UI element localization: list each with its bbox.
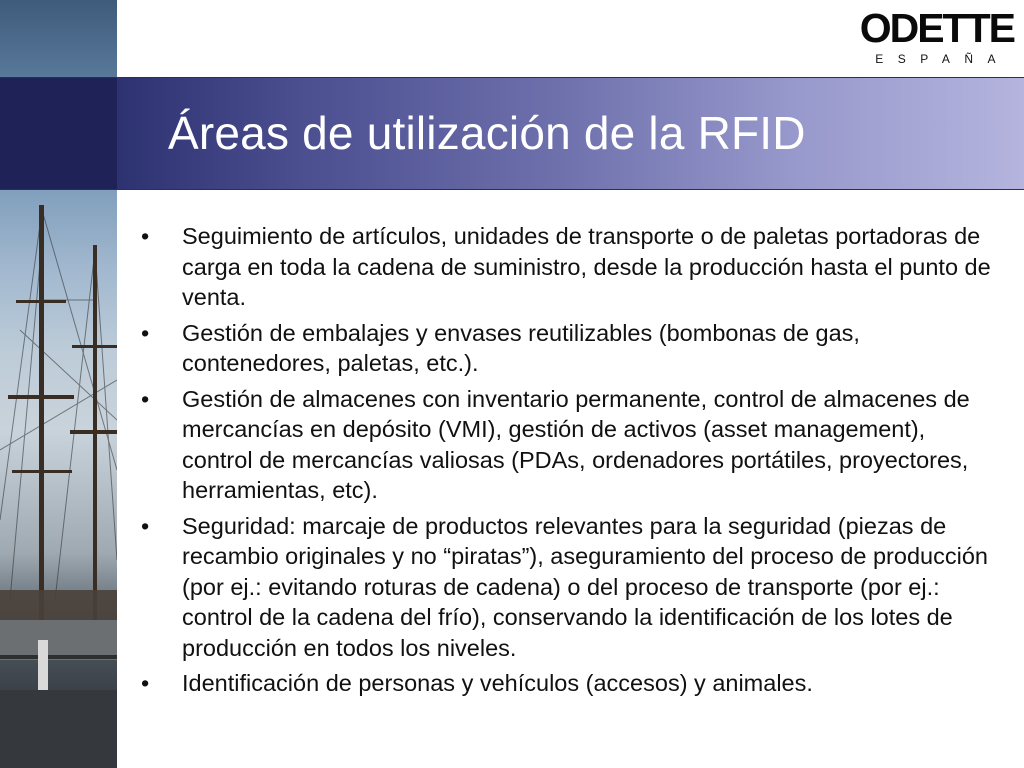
bullet-item bbox=[141, 221, 1001, 313]
bullet-item bbox=[141, 384, 1001, 506]
logo-country: ESPAÑA bbox=[875, 52, 1010, 66]
bullet-marker: • bbox=[141, 223, 150, 249]
bullet-item bbox=[141, 318, 1001, 379]
title-band-left-block bbox=[0, 78, 117, 189]
bullet-text: Identificación de personas y vehículos (accesos) y animales. bbox=[182, 670, 813, 696]
bullet-marker: • bbox=[141, 670, 150, 696]
odette-espana-logo bbox=[856, 6, 1014, 66]
bullet-marker: • bbox=[141, 385, 150, 412]
slide-body bbox=[141, 221, 1001, 704]
logo-wordmark: ODETTE bbox=[859, 5, 1014, 51]
bullet-text: Seguimiento de artículos, unidades de transporte o de paletas portadoras de carga en toda la cadena de suministro, desde la producción hasta el punto de venta. bbox=[182, 223, 991, 310]
bullet-marker: • bbox=[141, 319, 150, 346]
bullet-text: Seguridad: marcaje de productos relevantes para la seguridad (piezas de recambio originales y no “piratas”), aseguramiento del proceso de producción (por ej.: evitando roturas de cadena) o del proceso de transporte (por ej.: control de la cadena del frío), conservando la identificación de los lotes de producción en todos los niveles. bbox=[182, 512, 988, 661]
bullet-text: Gestión de almacenes con inventario permanente, control de almacenes de mercancías en depósito (VMI), gestión de activos (asset management), control de mercancías valiosas (PDAs, ordenadores portátiles, proyectores, herramientas, etc). bbox=[182, 385, 970, 503]
bullet-marker: • bbox=[141, 512, 150, 539]
bullet-item bbox=[141, 511, 1001, 664]
bullet-item bbox=[141, 668, 1001, 699]
slide-title: Áreas de utilización de la RFID bbox=[168, 107, 806, 159]
title-band bbox=[0, 77, 1024, 190]
bullet-text: Gestión de embalajes y envases reutilizables (bombonas de gas, contenedores, paletas, etc.). bbox=[182, 319, 860, 376]
bullet-list bbox=[141, 221, 1001, 699]
